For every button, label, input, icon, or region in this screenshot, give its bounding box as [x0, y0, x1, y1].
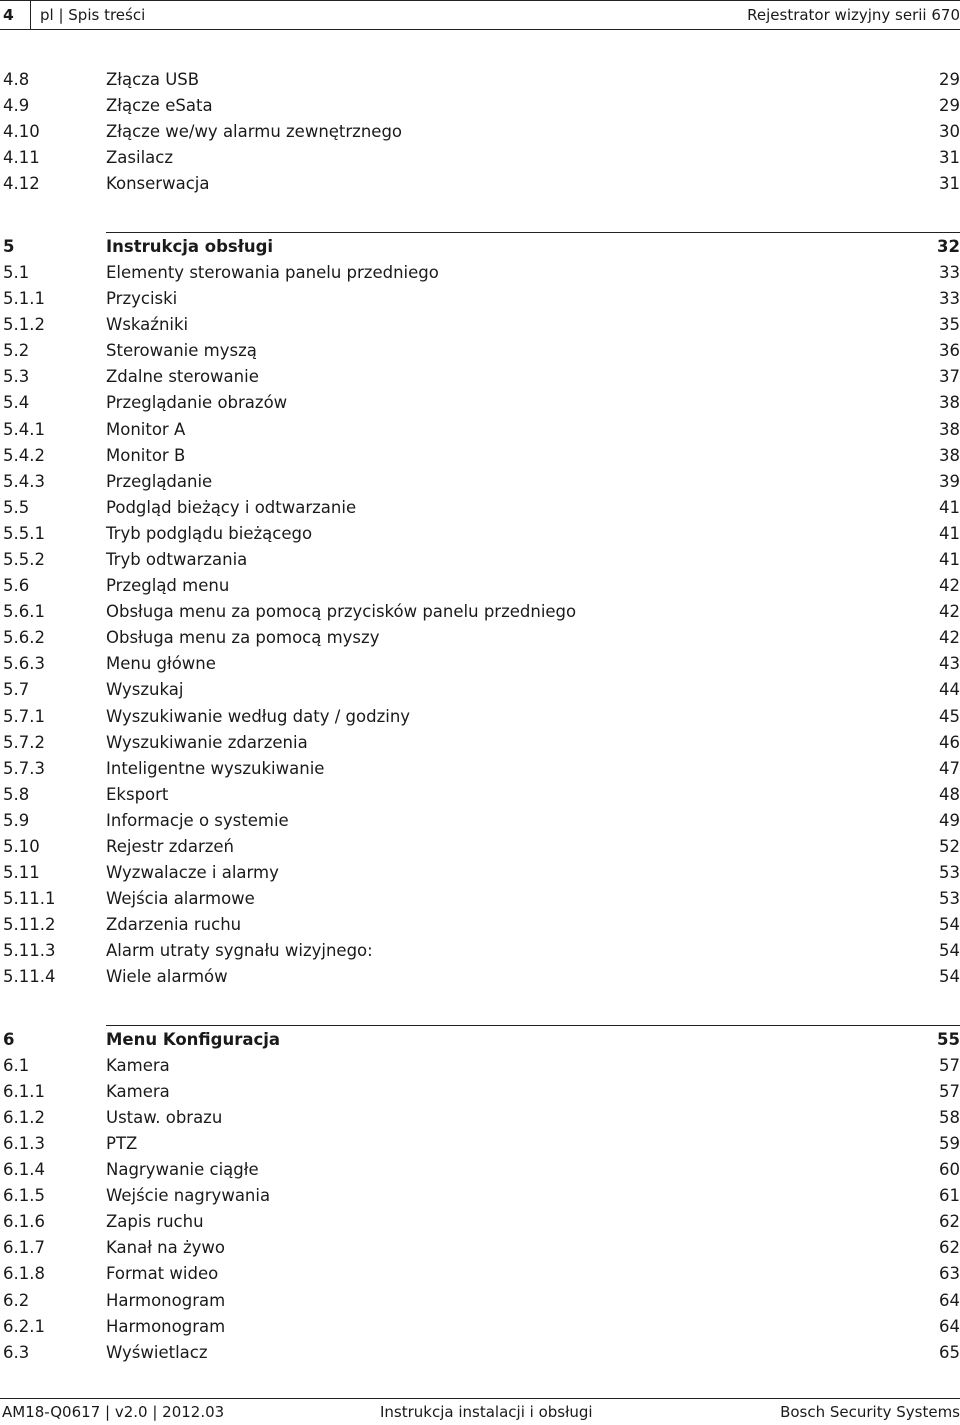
toc-entry-page: 57	[939, 1082, 960, 1101]
toc-entry-number: 5.4.1	[3, 420, 45, 439]
toc-entry-number: 6.1.6	[3, 1212, 45, 1231]
toc-entry[interactable]	[0, 145, 960, 171]
toc-entry-title: Obsługa menu za pomocą myszy	[106, 628, 380, 647]
toc-entry-page: 64	[939, 1291, 960, 1310]
toc-entry-title: Zdalne sterowanie	[106, 367, 259, 386]
page-footer	[0, 1398, 960, 1423]
toc-entry[interactable]	[0, 119, 960, 145]
toc-entry-title: Tryb podglądu bieżącego	[106, 524, 313, 543]
toc-entry-number: 5.11.2	[3, 915, 56, 934]
toc-entry-title: Przeglądanie obrazów	[106, 393, 288, 412]
toc-entry-number: 5.6.2	[3, 628, 45, 647]
toc-entry-title: Wyszukiwanie zdarzenia	[106, 733, 308, 752]
toc-entry-number: 5.11.1	[3, 889, 56, 908]
footer-doc-id: AM18-Q0617 | v2.0 | 2012.03	[2, 1403, 225, 1421]
toc-entry[interactable]	[0, 286, 960, 312]
toc-entry-page: 57	[939, 1056, 960, 1075]
toc-entry-page: 60	[939, 1160, 960, 1179]
toc-entry-number: 6.1.4	[3, 1160, 45, 1179]
toc-entry-number: 6.1.2	[3, 1108, 45, 1127]
toc-entry-page: 62	[939, 1212, 960, 1231]
toc-entry[interactable]	[0, 599, 960, 625]
toc-entry-number: 5.10	[3, 837, 40, 856]
toc-entry-number: 4.8	[3, 70, 30, 89]
toc-entry-page: 65	[939, 1343, 960, 1362]
toc-entry-title: Instrukcja obsługi	[106, 237, 274, 256]
toc-entry-title: Informacje o systemie	[106, 811, 289, 830]
toc-entry-title: Monitor A	[106, 420, 186, 439]
toc-entry-title: Kamera	[106, 1056, 170, 1075]
toc-entry-page: 39	[939, 472, 960, 491]
toc-entry-title: Wyszukiwanie według daty / godziny	[106, 707, 411, 726]
toc-entry[interactable]	[0, 782, 960, 808]
toc-entry[interactable]	[0, 67, 960, 93]
toc-entry[interactable]	[0, 93, 960, 119]
header-product: Rejestrator wizyjny serii 670	[747, 6, 960, 24]
toc-entry-number: 6.1	[3, 1056, 30, 1075]
page-number: 4	[3, 6, 14, 24]
toc-entry-page: 31	[939, 174, 960, 193]
toc-entry[interactable]	[0, 364, 960, 390]
footer-doc-title: Instrukcja instalacji i obsługi	[380, 1403, 593, 1421]
toc-entry[interactable]	[0, 469, 960, 495]
toc-entry[interactable]	[0, 390, 960, 416]
toc-entry-number: 5.1	[3, 263, 30, 282]
toc-entry-page: 58	[939, 1108, 960, 1127]
toc-entry[interactable]	[0, 808, 960, 834]
toc-entry[interactable]	[0, 1079, 960, 1105]
toc-entry-page: 42	[939, 576, 960, 595]
toc-entry-number: 5.4.3	[3, 472, 45, 491]
toc-entry-number: 5.8	[3, 785, 30, 804]
toc-entry-page: 49	[939, 811, 960, 830]
toc-entry[interactable]	[0, 964, 960, 990]
toc-entry-number: 4.12	[3, 174, 40, 193]
toc-chapter[interactable]	[0, 1027, 960, 1053]
toc-entry-title: Wejście nagrywania	[106, 1186, 271, 1205]
toc-entry-number: 5.4.2	[3, 446, 45, 465]
toc-entry-page: 64	[939, 1317, 960, 1336]
toc-entry-page: 32	[937, 237, 960, 256]
toc-entry-page: 48	[939, 785, 960, 804]
toc-entry-title: Konserwacja	[106, 174, 210, 193]
toc-entry-page: 43	[939, 654, 960, 673]
toc-entry-page: 35	[939, 315, 960, 334]
toc-entry-page: 42	[939, 628, 960, 647]
toc-entry-number: 4.10	[3, 122, 40, 141]
toc-entry-title: Przeglądanie	[106, 472, 213, 491]
toc-entry-title: Wyszukaj	[106, 680, 184, 699]
toc-entry[interactable]	[0, 651, 960, 677]
toc-entry-title: Kamera	[106, 1082, 170, 1101]
toc-entry-page: 54	[939, 915, 960, 934]
toc-entry-title: Nagrywanie ciągłe	[106, 1160, 259, 1179]
toc-entry-number: 6.1.3	[3, 1134, 45, 1153]
toc-entry-number: 5.5	[3, 498, 30, 517]
toc-entry-title: Alarm utraty sygnału wizyjnego:	[106, 941, 373, 960]
toc-entry-page: 62	[939, 1238, 960, 1257]
toc-entry-page: 61	[939, 1186, 960, 1205]
toc-entry-page: 59	[939, 1134, 960, 1153]
toc-entry-number: 5.5.2	[3, 550, 45, 569]
toc-entry-title: Obsługa menu za pomocą przycisków panelu przedniego	[106, 602, 577, 621]
toc-chapter[interactable]	[0, 234, 960, 260]
toc-entry-page: 30	[939, 122, 960, 141]
toc-entry-page: 54	[939, 967, 960, 986]
toc-entry-number: 4.11	[3, 148, 40, 167]
toc-entry[interactable]	[0, 1131, 960, 1157]
toc-entry-page: 53	[939, 889, 960, 908]
toc-entry-page: 41	[939, 550, 960, 569]
toc-entry-page: 29	[939, 70, 960, 89]
toc-entry-number: 5.11	[3, 863, 40, 882]
toc-entry-number: 5.7	[3, 680, 30, 699]
toc-entry-page: 38	[939, 393, 960, 412]
toc-entry-page: 29	[939, 96, 960, 115]
toc-entry-title: Tryb odtwarzania	[106, 550, 248, 569]
toc-entry-title: Rejestr zdarzeń	[106, 837, 235, 856]
toc-entry-title: Harmonogram	[106, 1291, 226, 1310]
toc-entry-page: 36	[939, 341, 960, 360]
header-section: pl | Spis treści	[40, 6, 146, 24]
toc-entry-title: Wiele alarmów	[106, 967, 228, 986]
toc-entry[interactable]	[0, 704, 960, 730]
toc-entry[interactable]	[0, 1053, 960, 1079]
toc-entry-number: 5.6.1	[3, 602, 45, 621]
toc-entry-title: PTZ	[106, 1134, 138, 1153]
toc-entry-number: 6.1.7	[3, 1238, 45, 1257]
toc-entry-number: 4.9	[3, 96, 30, 115]
toc-entry-number: 5	[3, 237, 15, 256]
toc-entry-page: 37	[939, 367, 960, 386]
toc-entry-title: Złącza USB	[106, 70, 200, 89]
chapter-rule	[106, 1025, 960, 1026]
toc-entry-number: 6.2	[3, 1291, 30, 1310]
toc-entry[interactable]	[0, 417, 960, 443]
toc-entry-title: Wejścia alarmowe	[106, 889, 255, 908]
toc-entry-number: 5.6	[3, 576, 30, 595]
toc-entry[interactable]	[0, 1314, 960, 1340]
toc-entry-page: 41	[939, 524, 960, 543]
toc-entry-page: 46	[939, 733, 960, 752]
toc-entry-page: 53	[939, 863, 960, 882]
toc-entry-number: 5.11.4	[3, 967, 56, 986]
toc-entry-title: Zdarzenia ruchu	[106, 915, 242, 934]
toc-entry-title: Przyciski	[106, 289, 178, 308]
toc-entry-page: 33	[939, 263, 960, 282]
toc-entry[interactable]	[0, 886, 960, 912]
toc-entry[interactable]	[0, 443, 960, 469]
toc-entry-title: Inteligentne wyszukiwanie	[106, 759, 325, 778]
toc-entry-number: 5.11.3	[3, 941, 56, 960]
toc-entry-title: Format wideo	[106, 1264, 219, 1283]
toc-entry-number: 6	[3, 1030, 15, 1049]
toc-entry-number: 5.6.3	[3, 654, 45, 673]
toc-entry-page: 45	[939, 707, 960, 726]
toc-entry[interactable]	[0, 860, 960, 886]
toc-entry[interactable]	[0, 521, 960, 547]
toc-entry[interactable]	[0, 1235, 960, 1261]
chapter-rule	[106, 232, 960, 233]
toc-entry-title: Przegląd menu	[106, 576, 230, 595]
toc-entry-title: Podgląd bieżący i odtwarzanie	[106, 498, 357, 517]
toc-entry[interactable]	[0, 1157, 960, 1183]
toc-entry-page: 42	[939, 602, 960, 621]
toc-entry-title: Menu Konfiguracja	[106, 1030, 281, 1049]
toc-entry[interactable]	[0, 338, 960, 364]
toc-entry-number: 6.1.5	[3, 1186, 45, 1205]
toc-entry[interactable]	[0, 260, 960, 286]
toc-entry[interactable]	[0, 1183, 960, 1209]
toc-entry-page: 41	[939, 498, 960, 517]
toc-entry-page: 55	[937, 1030, 960, 1049]
toc-entry[interactable]	[0, 1261, 960, 1287]
toc-entry-title: Wskaźniki	[106, 315, 189, 334]
toc-entry[interactable]	[0, 834, 960, 860]
toc-entry-page: 38	[939, 446, 960, 465]
toc-entry-title: Złącze eSata	[106, 96, 213, 115]
toc-entry[interactable]	[0, 1209, 960, 1235]
toc-entry[interactable]	[0, 171, 960, 197]
toc-entry[interactable]	[0, 1340, 960, 1366]
toc-entry-title: Kanał na żywo	[106, 1238, 225, 1257]
toc-entry[interactable]	[0, 756, 960, 782]
toc-entry-number: 5.7.3	[3, 759, 45, 778]
toc-entry[interactable]	[0, 677, 960, 703]
toc-entry-number: 6.3	[3, 1343, 30, 1362]
toc-entry-page: 33	[939, 289, 960, 308]
toc-entry[interactable]	[0, 730, 960, 756]
toc-entry[interactable]	[0, 938, 960, 964]
toc-entry[interactable]	[0, 312, 960, 338]
toc-entry-page: 31	[939, 148, 960, 167]
toc-entry-number: 5.5.1	[3, 524, 45, 543]
toc-entry-number: 5.2	[3, 341, 30, 360]
toc-entry-title: Ustaw. obrazu	[106, 1108, 223, 1127]
toc-entry-number: 5.1.2	[3, 315, 45, 334]
toc-entry-number: 5.3	[3, 367, 30, 386]
toc-entry-title: Monitor B	[106, 446, 186, 465]
toc-entry-page: 52	[939, 837, 960, 856]
toc-entry[interactable]	[0, 573, 960, 599]
toc-entry[interactable]	[0, 912, 960, 938]
toc-entry-number: 6.1.1	[3, 1082, 45, 1101]
toc-entry[interactable]	[0, 625, 960, 651]
toc-entry[interactable]	[0, 1288, 960, 1314]
toc-entry-title: Harmonogram	[106, 1317, 226, 1336]
toc-entry-page: 47	[939, 759, 960, 778]
toc-entry-page: 54	[939, 941, 960, 960]
toc-entry[interactable]	[0, 547, 960, 573]
toc-entry-title: Wyświetlacz	[106, 1343, 208, 1362]
toc-entry-title: Menu główne	[106, 654, 216, 673]
toc-entry-number: 5.1.1	[3, 289, 45, 308]
footer-company: Bosch Security Systems	[780, 1403, 960, 1421]
toc-entry-page: 44	[939, 680, 960, 699]
toc-entry-number: 5.4	[3, 393, 30, 412]
toc-entry-page: 38	[939, 420, 960, 439]
toc-entry-number: 6.1.8	[3, 1264, 45, 1283]
toc-entry-title: Złącze we/wy alarmu zewnętrznego	[106, 122, 403, 141]
toc-entry-title: Zasilacz	[106, 148, 174, 167]
toc-entry-number: 5.7.2	[3, 733, 45, 752]
toc-entry-number: 5.9	[3, 811, 30, 830]
toc-entry[interactable]	[0, 1105, 960, 1131]
toc-entry-page: 63	[939, 1264, 960, 1283]
toc-entry-title: Sterowanie myszą	[106, 341, 257, 360]
toc-entry-title: Zapis ruchu	[106, 1212, 204, 1231]
toc-entry-title: Wyzwalacze i alarmy	[106, 863, 279, 882]
toc-entry-title: Elementy sterowania panelu przedniego	[106, 263, 439, 282]
toc-entry-number: 5.7.1	[3, 707, 45, 726]
toc-entry-number: 6.2.1	[3, 1317, 45, 1336]
toc-entry-title: Eksport	[106, 785, 169, 804]
toc-entry[interactable]	[0, 495, 960, 521]
